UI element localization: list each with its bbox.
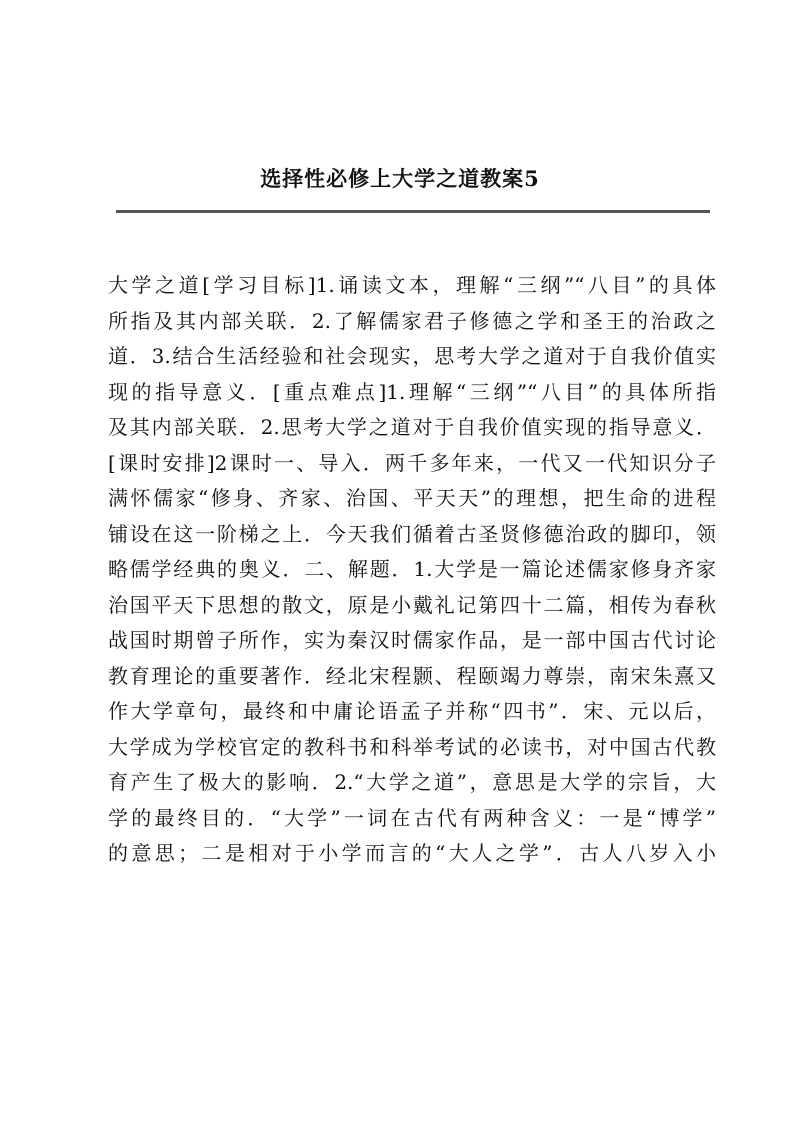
body-line: 铺设在这一阶梯之上．今天我们循着古圣贤修德治政的脚印，领	[108, 521, 716, 546]
body-line: 战国时期曾子所作，实为秦汉时儒家作品，是一部中国古代讨论	[108, 628, 716, 652]
body-line: 及其内部关联．2.思考大学之道对于自我价值实现的指导意义．	[108, 415, 716, 439]
document-body	[108, 268, 716, 988]
body-line: 教育理论的重要著作．经北宋程颢、程颐竭力尊崇，南宋朱熹又	[108, 663, 716, 688]
body-line: 道．3.结合生活经验和社会现实，思考大学之道对于自我价值实	[108, 344, 716, 368]
body-line: 大学之道[学习目标]1.诵读文本，理解“三纲”“八目”的具体	[108, 273, 716, 297]
body-line: 学的最终目的．“大学”一词在古代有两种含义：一是“博学”	[108, 805, 716, 830]
document-title: 选择性必修上大学之道教案5	[260, 166, 540, 191]
body-line: 作大学章句，最终和中庸论语孟子并称“四书”．宋、元以后，	[108, 699, 716, 723]
body-line: 大学成为学校官定的教科书和科举考试的必读书，对中国古代教	[108, 734, 716, 759]
body-line: 治国平天下思想的散文，原是小戴礼记第四十二篇，相传为春秋	[108, 592, 716, 617]
body-line: 所指及其内部关联．2.了解儒家君子修德之学和圣王的治政之	[108, 308, 716, 333]
title-divider	[116, 210, 710, 213]
body-line: 的意思；二是相对于小学而言的“大人之学”．古人八岁入小	[108, 841, 716, 865]
body-line: 育产生了极大的影响．2.“大学之道”，意思是大学的宗旨，大	[108, 770, 716, 794]
body-line: 略儒学经典的奥义．二、解题．1.大学是一篇论述儒家修身齐家	[108, 557, 716, 581]
body-line: [课时安排]2课时一、导入．两千多年来，一代又一代知识分子	[108, 450, 716, 475]
body-line: 现的指导意义．[重点难点]1.理解“三纲”“八目”的具体所指	[108, 379, 716, 404]
body-line: 满怀儒家“修身、齐家、治国、平天天”的理想，把生命的进程	[108, 486, 716, 510]
